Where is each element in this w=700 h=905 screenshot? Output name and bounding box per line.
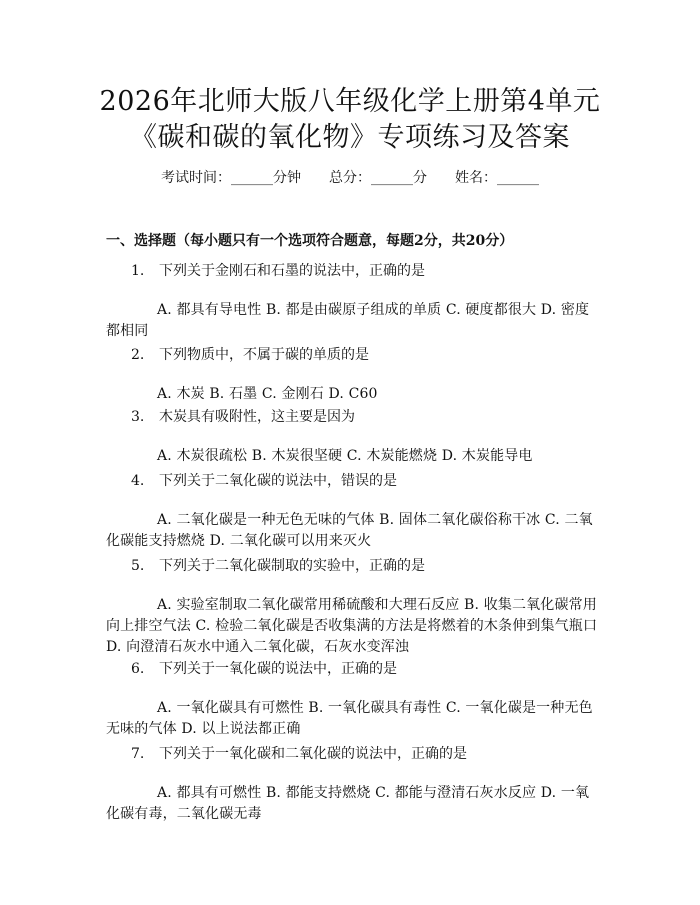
question-number: 2. [131,347,145,363]
exam-time-field: 考试时间：______分钟 [161,170,301,186]
question-options: A. 实验室制取二氧化碳常用稀硫酸和大理石反应 B. 收集二氧化碳常用向上排空气法 C. 检验二氧化碳是否收集满的方法是将燃着的木条伸到集气瓶口 D. 向澄清石灰水中通入二氧化碳，石灰水变浑浊 [106,597,598,655]
question-4 [106,471,600,552]
question-7 [106,744,600,825]
question-stem: 下列关于二氧化碳的说法中，错误的是 [159,473,397,489]
title-line-1: 2026年北师大版八年级化学上册第4单元 [99,86,601,117]
question-stem: 下列关于金刚石和石墨的说法中，正确的是 [159,263,425,279]
question-stem: 下列关于二氧化碳制取的实验中，正确的是 [159,558,425,574]
question-number: 5. [131,558,145,574]
question-number: 4. [131,473,145,489]
question-number: 7. [131,746,145,762]
question-options: A. 一氧化碳具有可燃性 B. 一氧化碳具有毒性 C. 一氧化碳是一种无色无味的气体 D. 以上说法都正确 [106,700,593,737]
question-2 [106,345,600,405]
exam-info [0,168,700,188]
question-5 [106,556,600,658]
question-options: A. 二氧化碳是一种无色无味的气体 B. 固体二氧化碳俗称干冰 C. 二氧化碳能支持燃烧 D. 二氧化碳可以用来灭火 [106,512,593,549]
student-name-field: 姓名：______ [455,170,539,186]
question-options: A. 都具有可燃性 B. 都能支持燃烧 C. 都能与澄清石灰水反应 D. 一氧化碳有毒，二氧化碳无毒 [106,785,590,822]
section-heading: 一、选择题（每小题只有一个选项符合题意，每题2分，共20分） [106,233,514,249]
question-number: 6. [131,661,145,677]
question-3 [106,407,600,467]
question-number: 3. [131,409,145,425]
question-stem: 下列关于一氧化碳的说法中，正确的是 [159,661,397,677]
total-score-field: 总分：______分 [329,170,427,186]
question-number: 1. [131,263,145,279]
question-options: A. 都具有导电性 B. 都是由碳原子组成的单质 C. 硬度都很大 D. 密度都相同 [106,302,590,339]
question-1 [106,261,600,342]
title-line-2: 《碳和碳的氧化物》专项练习及答案 [130,122,570,153]
question-stem: 木炭具有吸附性，这主要是因为 [159,409,355,425]
question-stem: 下列物质中，不属于碳的单质的是 [159,347,369,363]
question-options: A. 木炭很疏松 B. 木炭很坚硬 C. 木炭能燃烧 D. 木炭能导电 [157,448,533,464]
question-stem: 下列关于一氧化碳和二氧化碳的说法中，正确的是 [159,746,467,762]
question-6 [106,659,600,740]
question-options: A. 木炭 B. 石墨 C. 金刚石 D. C60 [157,386,378,402]
